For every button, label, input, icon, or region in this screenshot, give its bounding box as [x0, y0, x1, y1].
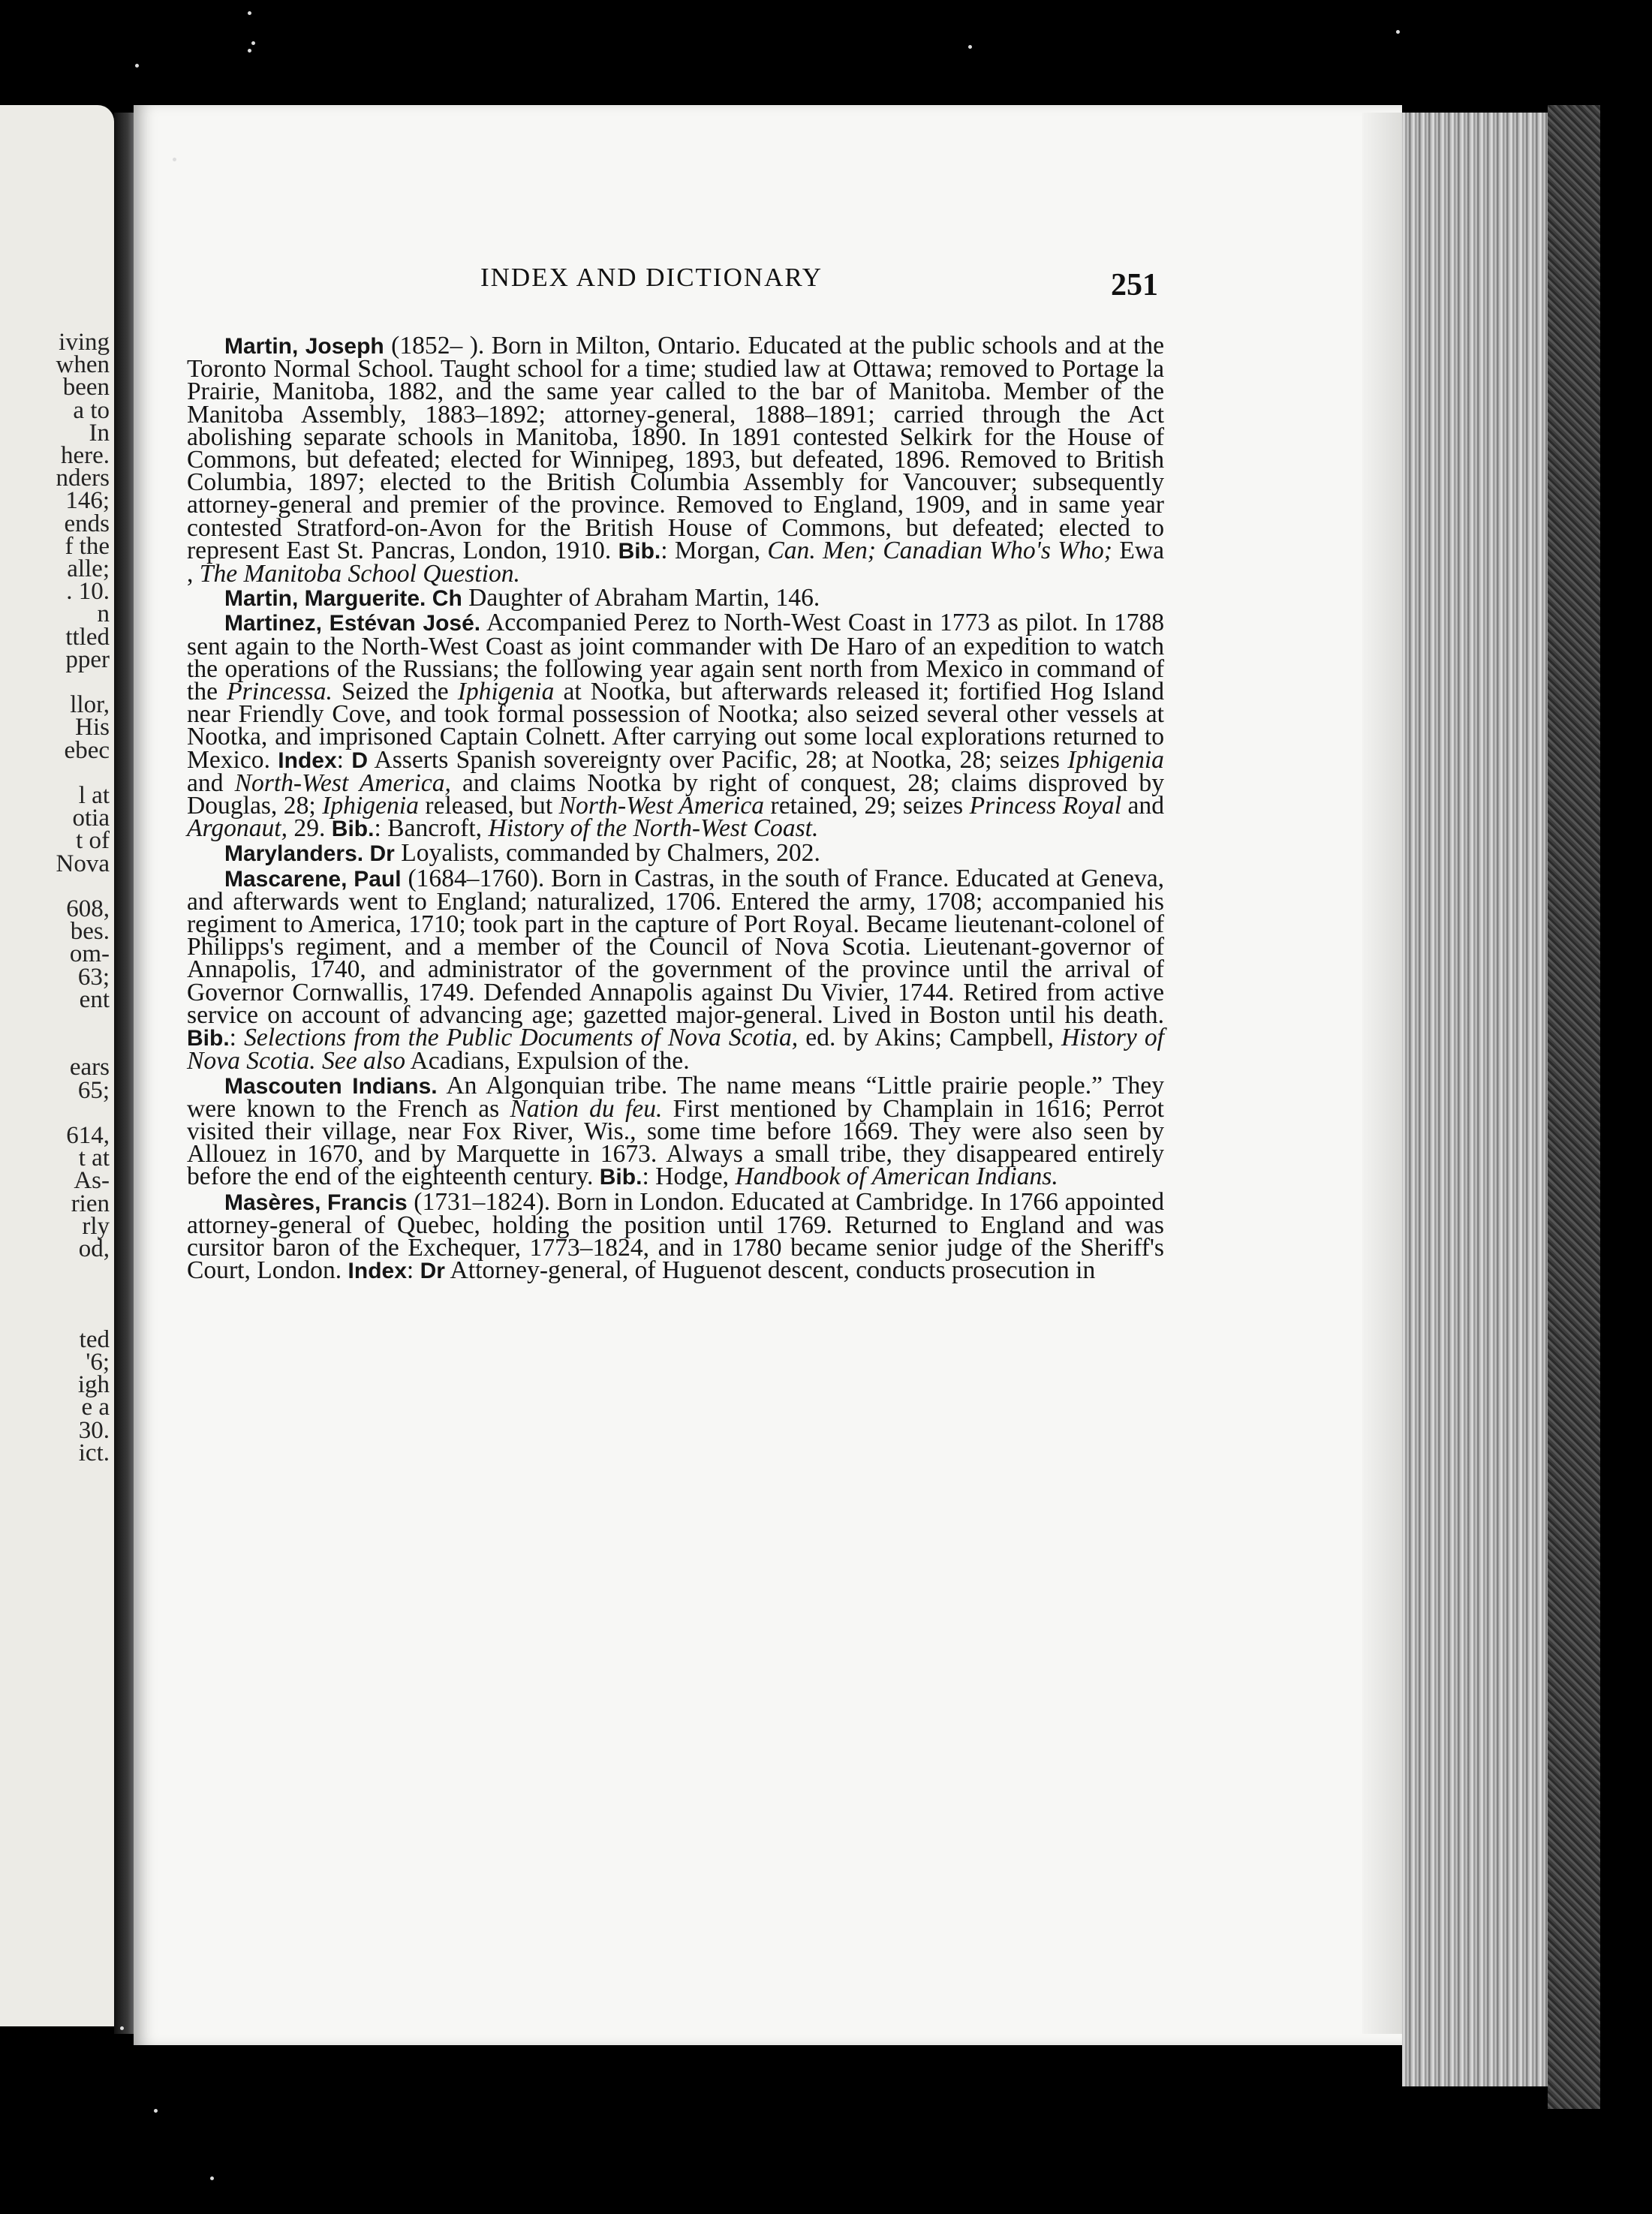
entry-text: Attorney-general, of Huguenot descent, conducts prosecution in [444, 1256, 1096, 1285]
entry-label: Bib. [331, 817, 375, 842]
book-fore-edge [1402, 113, 1552, 2086]
facing-page-text-fragment: here. [60, 442, 110, 469]
entry-italic-text: The Manitoba School Question. [199, 560, 520, 588]
entry-italic-text: Iphigenia [1067, 745, 1164, 774]
dust-speck [248, 11, 251, 15]
facing-page-text-fragment: when [56, 351, 110, 379]
dust-speck [173, 158, 176, 161]
entry-label: Dr [369, 841, 395, 867]
facing-page-text-fragment: ttled [65, 623, 110, 651]
facing-page-text-fragment: ict. [78, 1439, 110, 1466]
entry-text: Daughter of Abraham Martin, 146. [462, 584, 820, 612]
facing-page-text-fragment: t at [78, 1145, 110, 1172]
facing-page-text-fragment: ent [79, 985, 110, 1013]
facing-page-left [0, 105, 114, 2026]
entry-text: Asserts Spanish sovereignty over Pacific, 28; at Nootka, 28; seizes [367, 745, 1068, 774]
entry-text [426, 584, 432, 612]
entry-label: Index [278, 748, 337, 773]
entry-text: Ewa , [187, 536, 1164, 588]
entry-text: and [187, 769, 235, 797]
entry-italic-text: North-West America [558, 792, 765, 820]
entry-italic-text: Can. Men; Canadian Who's Who; [767, 536, 1112, 564]
facing-page-text-fragment: 614, [66, 1122, 110, 1149]
facing-page-text-fragment: f the [65, 532, 110, 560]
facing-page-text-fragment: od, [78, 1235, 110, 1262]
facing-page-text-fragment: bes. [70, 918, 110, 946]
facing-page-text-fragment: 608, [66, 895, 110, 922]
entry-text: Acadians, Expulsion of the. [405, 1047, 690, 1075]
entry-text: (1852– ). Born in Milton, Ontario. Educated at the public schools and at the Toronto Normal School. Taught school for a time; studied law at Ottawa; removed to Portage la Prairie, Manitoba, 1882, and the same year called to the bar of Manitoba. Member of the Manitoba Assembly, 1883–1892; attorney-general, 1888–1891; carried through the Act abolishing separate schools in Manitoba, 1890. In 1891 contested Selkirk for the House of Commons, but defeated; elected for Winnipeg, 1893, but defeated, 1896. Removed to British Columbia, 1897; elected to the British Columbia Assembly for Vancouver; subsequently attorney-general and premier of the province. Removed to England, 1909, and in same year contested Stratford-on-Avon for the British House of Commons, but defeated; elected to represent East St. Pancras, London, 1910. [187, 332, 1164, 564]
entry-text: : Morgan, [660, 536, 768, 564]
entry-headword: Masères, Francis [224, 1190, 408, 1215]
facing-page-text-fragment: Nova [56, 850, 110, 877]
entry-text: (1731–1824). Born in London. Educated at Cambridge. In 1766 appointed attorney-general of Quebec, holding the position until 1769. Returned to England and was cursitor baron of the Exchequer, 1773–1824, and in 1780 became senior judge of the Sheriff's Court, London. [187, 1187, 1164, 1285]
facing-page-text-fragment: . 10. [66, 578, 110, 606]
dust-speck [248, 49, 251, 53]
facing-page-text-fragment: otia [72, 805, 110, 832]
entry-headword: Mascarene, Paul [224, 866, 402, 892]
entry-text [316, 1047, 322, 1075]
dictionary-entry [187, 1071, 1164, 1191]
entry-headword: Marylanders. [224, 841, 364, 867]
facing-page-text-fragment: pper [65, 645, 110, 673]
dictionary-entry [187, 332, 1164, 588]
book-cover-edge [1548, 105, 1600, 2109]
facing-page-text-fragment: ends [64, 510, 110, 537]
facing-page-text-fragment: ears [69, 1054, 110, 1081]
entry-text: : [229, 1024, 245, 1052]
entry-text [363, 839, 369, 867]
facing-page-text-fragment: rly [82, 1212, 110, 1240]
facing-page-text-fragment: a to [73, 396, 110, 424]
facing-page-text-fragment: nders [56, 465, 110, 492]
entry-text: Accompanied Perez to North-West Coast in 1773 as pilot. In 1788 sent again to the North-West Coast as joint commander with De Haro of an expedition to watch the operations of the Russians; the following year again sent north from Mexico in command of the [187, 609, 1164, 706]
entry-italic-text: Princessa. [227, 678, 333, 706]
entry-text: First mentioned by Champlain in 1616; Perrot visited their village, near Fox River, Wis., some time before 1669. They were also seen by Allouez in 1670, and by Marquette in 1673. Always a small tribe, they disappeared entirely before the end of the eighteenth century. [187, 1094, 1164, 1191]
running-head: INDEX AND DICTIONARY [480, 263, 823, 292]
dictionary-entries [187, 332, 1165, 1285]
facing-page-text-fragment: As- [74, 1167, 110, 1195]
facing-page-text-fragment: alle; [67, 555, 110, 582]
dictionary-entry [187, 864, 1164, 1075]
facing-page-text-fragment: 65; [77, 1076, 110, 1104]
entry-headword: Mascouten Indians. [224, 1073, 438, 1099]
entry-text: : [406, 1256, 420, 1285]
entry-italic-text: See also [322, 1047, 405, 1075]
dust-speck [210, 2176, 214, 2180]
facing-page-text-fragment: iving [59, 329, 110, 356]
entry-text: Seized the [332, 678, 458, 706]
entry-label: Bib. [187, 1026, 230, 1051]
page-number: 251 [1111, 268, 1158, 302]
entry-italic-text: Argonaut, [187, 814, 288, 843]
entry-italic-text: Nation du feu. [510, 1094, 663, 1123]
entry-text: released, but [418, 792, 559, 820]
facing-page-text-fragment: rien [71, 1190, 110, 1217]
entry-italic-text: Princess Royal [969, 792, 1122, 820]
facing-page-text-fragment: His [75, 714, 110, 742]
dust-speck [251, 41, 255, 45]
entry-italic-text: Handbook of American Indians. [735, 1163, 1058, 1191]
entry-text: : [336, 745, 352, 774]
facing-page-text-fragment: 63; [77, 963, 110, 991]
facing-page-text-fragment: om- [69, 940, 110, 968]
dust-speck [120, 2026, 124, 2030]
facing-page-text-fragment: 146; [65, 487, 110, 515]
entry-label: Bib. [618, 538, 661, 564]
entry-italic-text: History of the North-West Coast. [488, 814, 819, 843]
dictionary-entry [187, 839, 1164, 868]
facing-page-text-fragment: 30. [78, 1416, 110, 1444]
entry-text: retained, 29; seizes [764, 792, 970, 820]
dictionary-entry [187, 1187, 1164, 1285]
entry-italic-text: Iphigenia [457, 678, 555, 706]
facing-page-text-fragment: '6; [86, 1349, 110, 1376]
entry-text: : Bancroft, [374, 814, 489, 843]
page-edge-shadow [1362, 113, 1407, 2034]
entry-label: Ch [432, 586, 462, 612]
dust-speck [154, 2109, 158, 2113]
entry-headword: Martin, Joseph [224, 334, 384, 359]
facing-page-text-fragment: l at [78, 782, 110, 809]
entry-headword: Martinez, Estévan José. [224, 611, 481, 636]
facing-page-text-fragment: In [89, 419, 110, 447]
facing-page-text-fragment: been [62, 374, 110, 402]
entry-italic-text: Selections from the Public Documents of Nova Scotia, [244, 1024, 799, 1052]
entry-label: Bib. [599, 1165, 642, 1190]
facing-page-text-fragment: ted [79, 1325, 110, 1353]
entry-text: : Hodge, [642, 1163, 736, 1191]
entry-italic-text: Iphigenia [322, 792, 419, 820]
facing-page-text-fragment: e a [81, 1394, 110, 1421]
entry-label: D [351, 748, 368, 773]
entry-label: Dr [420, 1259, 445, 1284]
entry-text: at Nootka, but afterwards released it; fortified Hog Island near Friendly Cove, and took formal possession of Nootka; also seized several other vessels at Nootka, and imprisoned Captain Colnett. After carrying out some local explorations returned to Mexico. [187, 678, 1164, 774]
entry-italic-text: History of Nova Scotia. [187, 1024, 1164, 1075]
entry-headword: Martin, Marguerite. [224, 586, 426, 612]
entry-text: Loyalists, commanded by Chalmers, 202. [394, 839, 820, 868]
facing-page-text-fragment: t of [76, 827, 110, 855]
entry-text: and claims Nootka by right of conquest, 28; claims disproved by Douglas, 28; [187, 769, 1164, 820]
entry-text: ed. by Akins; Campbell, [798, 1024, 1062, 1052]
entry-label: Index [348, 1259, 407, 1284]
facing-page-text-fragment: ebec [64, 736, 110, 764]
facing-page-text-fragment: llor, [70, 691, 110, 719]
dust-speck [968, 45, 972, 49]
facing-page-text-fragment: n [97, 600, 110, 628]
entry-text: (1684–1760). Born in Castras, in the south of France. Educated at Geneva, and afterwards went to England; naturalized, 1706. Entered the army, 1708; accompanied his regiment to America, 1710; took part in the capture of Port Royal. Became lieutenant-colonel of Philipps's regiment, and a member of the Council of Nova Scotia. Lieutenant-governor of Annapolis, 1740, and administrator of the government of the province until the arrival of Governor Cornwallis, 1749. Defended Annapolis against Du Vivier, 1744. Retired from active service on account of advancing age; gazetted major-general. Lived in Boston until his death. [187, 864, 1164, 1029]
entry-text: 29. [287, 814, 332, 843]
entry-italic-text: North-West America, [234, 769, 451, 797]
dust-speck [135, 64, 139, 68]
dust-speck [1396, 30, 1400, 34]
entry-text: and [1121, 792, 1165, 820]
dictionary-entry [187, 609, 1165, 843]
entry-text: An Algonquian tribe. The name means “Little prairie people.” They were known to the French as [187, 1071, 1164, 1123]
dictionary-entry [187, 584, 1164, 612]
facing-page-text-fragment: igh [77, 1371, 110, 1399]
